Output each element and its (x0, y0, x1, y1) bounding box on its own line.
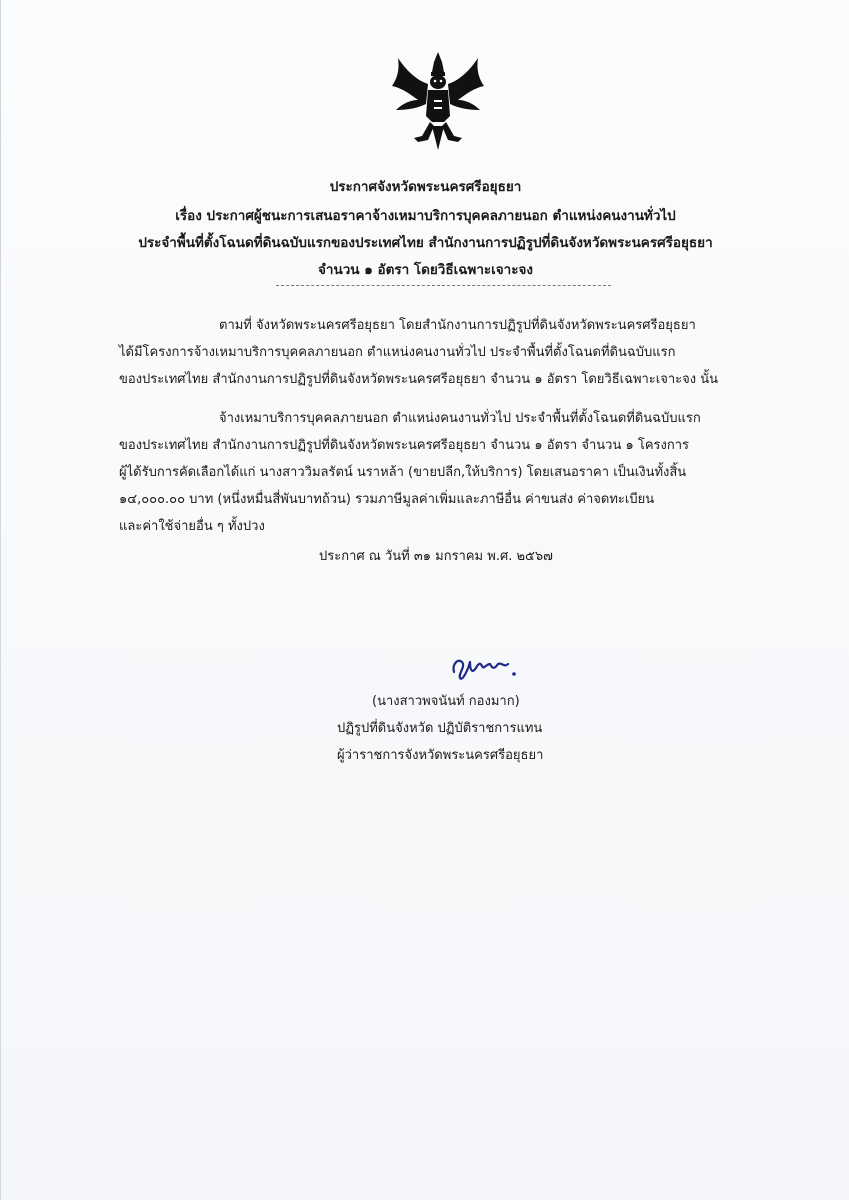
para2-line-5: และค่าใช้จ่ายอื่น ๆ ทั้งปวง (119, 519, 265, 534)
para1-line-1: ตามที่ จังหวัดพระนครศรีอยุธยา โดยสำนักงานการปฏิรูปที่ดินจังหวัดพระนครศรีอยุธยา (219, 318, 696, 333)
signatory-name: (นางสาวพจนันท์ กองมาก) (372, 694, 520, 709)
signatory-position-1: ปฏิรูปที่ดินจังหวัด ปฏิบัติราชการแทน (337, 721, 543, 736)
para1-line-3: ของประเทศไทย สำนักงานการปฏิรูปที่ดินจังหวัดพระนครศรีอยุธยา จำนวน ๑ อัตรา โดยวิธีเฉพาะเจาะจง นั้น (119, 372, 719, 387)
para2-line-2: ของประเทศไทย สำนักงานการปฏิรูปที่ดินจังหวัดพระนครศรีอยุธยา จำนวน ๑ อัตรา จำนวน ๑ โครงการ (119, 438, 690, 453)
para2-line-3: ผู้ได้รับการคัดเลือกได้แก่ นางสาววิมลรัตน์ นราหล้า (ขายปลีก,ให้บริการ) โดยเสนอราคา เป็นเงินทั้งสิ้น (119, 465, 687, 480)
handwritten-signature (448, 650, 528, 684)
para2-line-1: จ้างเหมาบริการบุคคลภายนอก ตำแหน่งคนงานทั่วไป ประจำพื้นที่ตั้งโฉนดที่ดินฉบับแรก (219, 411, 701, 426)
para2-line-4: ๑๔,๐๐๐.๐๐ บาท (หนึ่งหมื่นสี่พันบาทถ้วน) รวมภาษีมูลค่าเพิ่มและภาษีอื่น ค่าขนส่ง ค่าจดทะเบียน (119, 492, 655, 507)
subject-line-2: ประจำพื้นที่ตั้งโฉนดที่ดินฉบับแรกของประเทศไทย สำนักงานการปฏิรูปที่ดินจังหวัดพระนครศรีอยุธยา (138, 235, 713, 251)
document-title: ประกาศจังหวัดพระนครศรีอยุธยา (329, 179, 522, 195)
garuda-emblem-icon (388, 50, 488, 154)
subject-line-3: จำนวน ๑ อัตรา โดยวิธีเฉพาะเจาะจง (317, 262, 534, 278)
subject-line-1: เรื่อง ประกาศผู้ชนะการเสนอราคาจ้างเหมาบริการบุคคลภายนอก ตำแหน่งคนงานทั่วไป (175, 208, 676, 224)
dashed-divider (276, 285, 611, 286)
announcement-date: ประกาศ ณ วันที่ ๓๑ มกราคม พ.ศ. ๒๕๖๗ (319, 549, 553, 564)
signatory-position-2: ผู้ว่าราชการจังหวัดพระนครศรีอยุธยา (337, 748, 544, 763)
para1-line-2: ได้มีโครงการจ้างเหมาบริการบุคคลภายนอก ตำแหน่งคนงานทั่วไป ประจำพื้นที่ตั้งโฉนดที่ดินฉบับแรก (119, 345, 676, 360)
